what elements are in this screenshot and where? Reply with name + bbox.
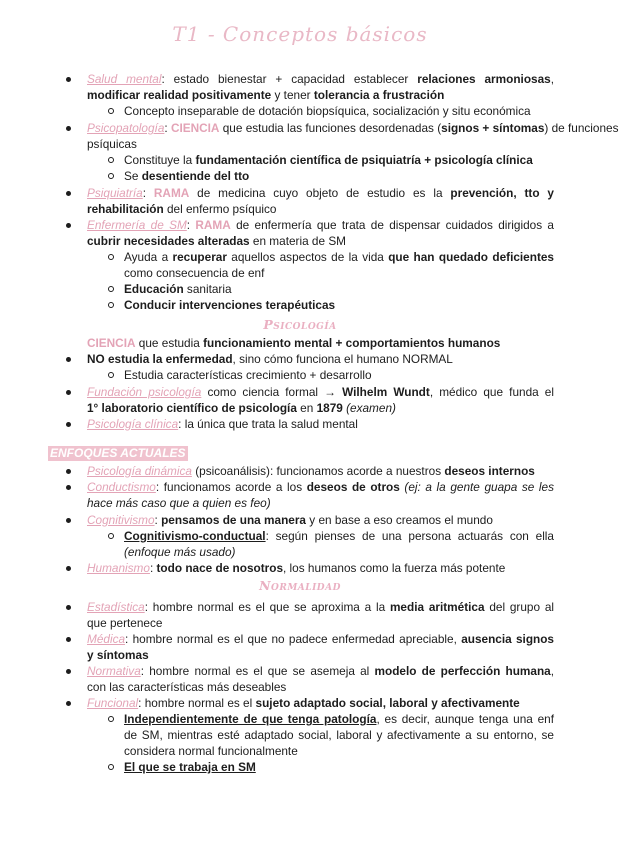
list-item-conductismo: Conductismo: funcionamos acorde a los deseos de otros (ej: a la gente guapa se les (87, 480, 554, 494)
list-item-normativa: Normativa: hombre normal es el que se asemeja al modelo de perfección humana, (87, 664, 554, 678)
list-item-enfermeria: Enfermería de SM: RAMA de enfermería que trata de dispensar cuidados dirigidos a (87, 218, 554, 232)
sub-item-enfermeria-2: Educación sanitaria (124, 282, 232, 296)
list-item-estadistica: Estadística: hombre normal es el que se aproxima a la media aritmética del grupo al (87, 600, 555, 614)
sub-item-cognitivismo-cont: (enfoque más usado) (124, 545, 236, 559)
page-title: T1 - Conceptos básicos (172, 22, 428, 46)
list-item-psiquiatria-cont: rehabilitación del enfermo psíquico (87, 202, 277, 216)
term-normativa: Normativa (87, 664, 141, 678)
sub-item-funcional-1: Independientemente de que tenga patología, es decir, aunque tenga una enf (124, 712, 555, 726)
section-enfoques-actuales: ENFOQUES ACTUALES (50, 446, 186, 460)
sub-item-cognitivismo-conductual: Cognitivismo-conductual: según pienses de una persona actuarás con ella (124, 529, 554, 543)
sub-item-enfermeria-1: Ayuda a recuperar aquellos aspectos de la vida que han quedado deficientes (124, 250, 554, 264)
list-item-psicopatologia: Psicopatología: CIENCIA que estudia las funciones desordenadas (signos + síntomas) de funciones (87, 121, 619, 135)
list-item-enfermeria-cont: cubrir necesidades alteradas en materia de SM (87, 234, 347, 248)
term-funcional: Funcional (87, 696, 139, 710)
term-humanismo: Humanismo (87, 561, 150, 575)
term-clinica: Psicología clínica (87, 417, 179, 431)
sub-item-salud-1: Concepto inseparable de dotación biopsíquica, socialización y situ económica (124, 104, 531, 118)
term-estadistica: Estadística (87, 600, 145, 614)
list-item-salud-mental: Salud mental: estado bienestar + capacidad establecer relaciones armoniosas, (87, 72, 554, 86)
term-conductismo: Conductismo (87, 480, 156, 494)
term-medica: Médica (87, 632, 126, 646)
list-item-fundacion-cont: 1° laboratorio científico de psicología en 1879 (examen) (87, 401, 396, 415)
list-item-medica-cont: y síntomas (87, 648, 149, 662)
list-item-psicopatologia-cont: psíquicas (87, 137, 137, 151)
list-item-normativa-cont: con las características más deseables (87, 680, 287, 694)
list-item-salud-mental-cont: modificar realidad positivamente y tener tolerancia a frustración (87, 88, 445, 102)
list-item-clinica: Psicología clínica: la única que trata la salud mental (87, 417, 358, 431)
list-item-estadistica-cont: que pertenece (87, 616, 163, 630)
list-item-psiquiatria: Psiquiatría: RAMA de medicina cuyo objeto de estudio es la prevención, tto y (87, 186, 554, 200)
heading-psicologia: Psicología (263, 317, 337, 332)
sub-item-funcional-2: El que se trabaja en SM (124, 760, 256, 774)
list-item-no-enfermedad: NO estudia la enfermedad, sino cómo funciona el humano NORMAL (87, 352, 453, 366)
sub-item-enfermeria-1-cont: como consecuencia de enf (124, 266, 265, 280)
term-psicopatologia: Psicopatología (87, 121, 165, 135)
list-item-conductismo-cont: hace más caso que a quien es feo) (87, 496, 271, 510)
sub-item-funcional-1-cont2: considera normal funcionalmente (124, 744, 298, 758)
term-cognitivismo: Cognitivismo (87, 513, 155, 527)
psicologia-definition: CIENCIA que estudia funcionamiento mental + comportamientos humanos (87, 336, 501, 350)
list-item-fundacion: Fundación psicología como ciencia formal → Wilhelm Wundt, médico que funda el (87, 385, 554, 399)
sub-item-funcional-1-cont: de SM, mientras esté adaptado social, laboral y afectivamente a su entorno, se (124, 728, 554, 742)
term-enfermeria: Enfermería de SM (87, 218, 187, 232)
term-salud-mental: Salud mental (87, 72, 162, 86)
list-item-humanismo: Humanismo: todo nace de nosotros, los humanos como la fuerza más potente (87, 561, 506, 575)
term-psiquiatria: Psiquiatría (87, 186, 143, 200)
sub-item-psicopatologia-2: Se desentiende del tto (124, 169, 250, 183)
sub-item-caracteristicas: Estudia características crecimiento + desarrollo (124, 368, 372, 382)
term-fundacion: Fundación psicología (87, 385, 202, 399)
list-item-dinamica: Psicología dinámica (psicoanálisis): funcionamos acorde a nuestros deseos internos (87, 464, 535, 478)
heading-normalidad: Normalidad (259, 578, 341, 593)
sub-item-psicopatologia-1: Constituye la fundamentación científica de psiquiatría + psicología clínica (124, 153, 533, 167)
list-item-medica: Médica: hombre normal es el que no padece enfermedad apreciable, ausencia signos (87, 632, 554, 646)
term-dinamica: Psicología dinámica (87, 464, 192, 478)
list-item-cognitivismo: Cognitivismo: pensamos de una manera y en base a eso creamos el mundo (87, 513, 493, 527)
list-item-funcional: Funcional: hombre normal es el sujeto adaptado social, laboral y afectivamente (87, 696, 520, 710)
sub-item-enfermeria-3: Conducir intervenciones terapéuticas (124, 298, 336, 312)
